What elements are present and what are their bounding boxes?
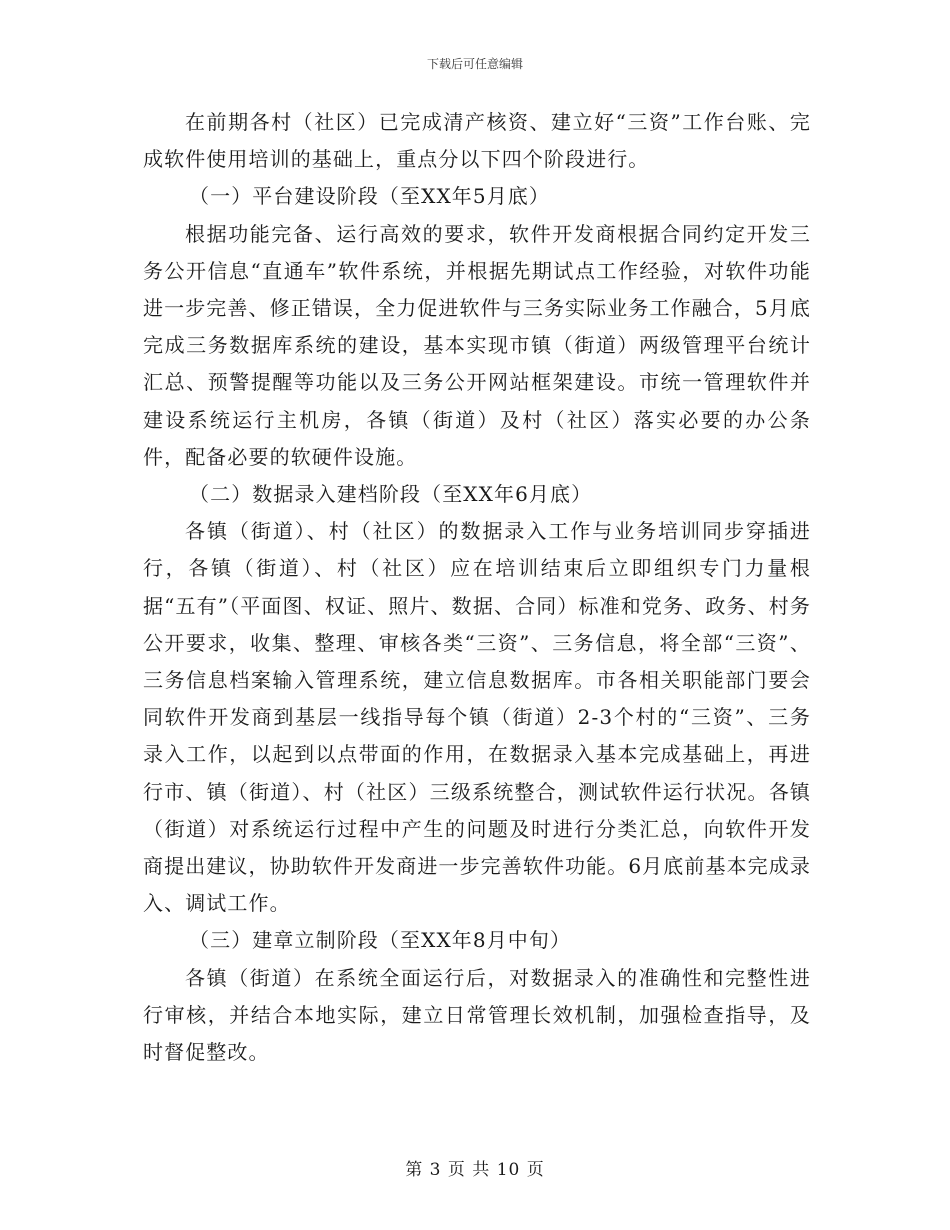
section-heading-1: （一）平台建设阶段（至XX年5月底） [189, 184, 551, 209]
page-header-note: 下载后可任意编辑 [426, 57, 523, 71]
paragraph-data-entry: 各镇（街道）、村（社区）的数据录入工作与业务培训同步穿插进行，各镇（街道）、村（社区）应在培训结束后立即组织专门力量根据“五有”（平面图、权证、照片、数据、合同）标准和党务、政务、村务公开要求，收集、整理、审核各类“三资”、三务信息，将全部“三资”、三务信息档案输入管理系统，建立信息数据库。市各相关职能部门要会同软件开发商到基层一线指导每个镇（街道）2-3个村的“三资”、三务录入工作，以起到以点带面的作用，在数据录入基本完成基础上，再进行市、镇（街道）、村（社区）三级系统整合，测试软件运行状况。各镇（街道）对系统运行过程中产生的问题及时进行分类汇总，向软件开发商提出建议，协助软件开发商进一步完善软件功能。6月底前基本完成录入、调试工作。 [143, 519, 811, 916]
paragraph-intro: 在前期各村（社区）已完成清产核资、建立好“三资”工作台账、完成软件使用培训的基础上，重点分以下四个阶段进行。 [143, 110, 811, 172]
document-body [143, 104, 811, 1071]
paragraph-rules: 各镇（街道）在系统全面运行后，对数据录入的准确性和完整性进行审核，并结合本地实际，建立日常管理长效机制，加强检查指导，及时督促整改。 [143, 965, 811, 1065]
paragraph-platform: 根据功能完备、运行高效的要求，软件开发商根据合同约定开发三务公开信息“直通车”软件系统，并根据先期试点工作经验，对软件功能进一步完善、修正错误，全力促进软件与三务实际业务工作融合，5月底完成三务数据库系统的建设，基本实现市镇（街道）两级管理平台统计汇总、预警提醒等功能以及三务公开网站框架建设。市统一管理软件并建设系统运行主机房，各镇（街道）及村（社区）落实必要的办公条件，配备必要的软硬件设施。 [143, 221, 811, 469]
section-heading-3: （三）建章立制阶段（至XX年8月中旬） [189, 928, 572, 953]
section-heading-2: （二）数据录入建档阶段（至XX年6月底） [189, 482, 593, 507]
page-number-footer: 第 3 页 共 10 页 [405, 1160, 545, 1180]
